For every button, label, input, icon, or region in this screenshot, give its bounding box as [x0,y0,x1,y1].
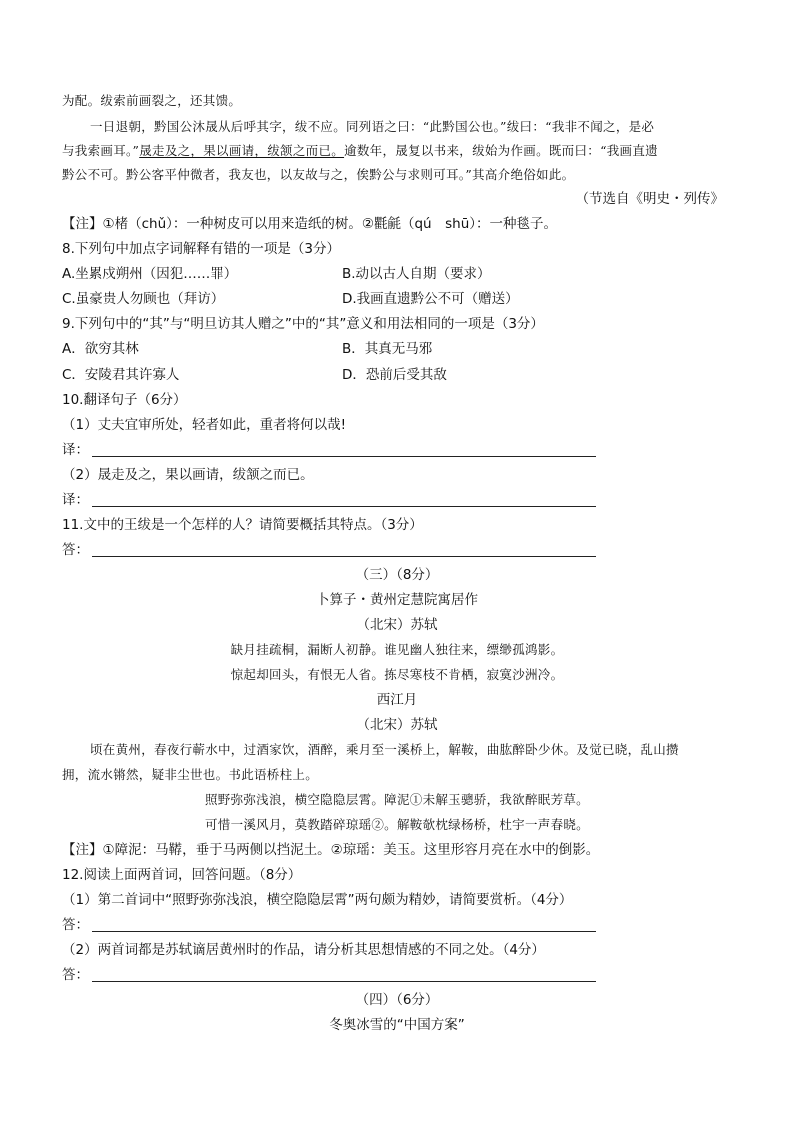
q10-sentence-2: （2）晟走及之，果以画请，绂颔之而已。 [62,467,314,483]
q10-stem: 10.翻译句子（6分） [62,392,187,408]
passage-line-1: 为配。绂索前画裂之，还其馈。 [62,93,242,108]
passage-line-3-end: 逾数年，晟复以书来，绂始为作画。既而曰：“我画直遗 [344,143,658,158]
q12-stem: 12.阅读上面两首词，回答问题。（8分） [62,867,302,883]
q11-answer-line[interactable] [92,556,596,557]
q12-answer-line-1[interactable] [92,931,596,932]
note-1: 【注】①楮（chǔ）：一种树皮可以用来造纸的树。②氍毹（qú shū）：一种毯子。 [62,216,558,232]
q10-sentence-1: （1）丈夫宜审所处，轻者如此，重者将何以哉! [62,417,347,433]
q12-sub-1: （1）第二首词中“照野弥弥浅浪，横空隐隐层霄”两句颇为精妙，请简要赏析。（4分） [62,892,573,908]
q8-option-b: B.动以古人自期（要求） [342,266,491,282]
poem-2-title: 西江月 [376,692,418,708]
q9-stem: 9.下列句中的“其”与“明旦访其人赠之”中的“其”意义和用法相同的一项是（3分） [62,316,544,332]
q11-stem: 11.文中的王绂是一个怎样的人？请简要概括其特点。（3分） [62,517,423,533]
passage-line-2: 一日退朝，黔国公沐晟从后呼其字，绂不应。同列语之曰：“此黔国公也。”绂曰：“我非不闻之，是必 [90,119,655,134]
passage-line-3-start: 与我索画耳。” [62,143,140,158]
poem-2-author: （北宋）苏轼 [356,717,438,733]
poem-1-author: （北宋）苏轼 [356,617,438,633]
q12-answer-label-1: 答： [62,917,89,933]
poem-1-line-2: 惊起却回头，有恨无人省。拣尽寒枝不肯栖，寂寞沙洲冷。 [230,667,564,682]
q9-option-a: A．欲穷其林 [62,341,139,357]
poem-2-line-1: 照野弥弥浅浪，横空隐隐层霄。障泥①未解玉骢骄，我欲醉眠芳草。 [204,792,589,807]
q10-translate-label-2: 译： [62,492,89,508]
poem-1-line-1: 缺月挂疏桐，漏断人初静。谁见幽人独往来，缥缈孤鸿影。 [230,642,564,657]
q9-option-d: D．恐前后受其敌 [342,367,447,383]
q8-option-a: A.坐累戍朔州（因犯……罪） [62,266,238,282]
passage-underlined-sentence: 晟走及之，果以画请，绂颔之而已。 [139,143,345,158]
q10-answer-line-2[interactable] [92,506,596,507]
q9-option-c: C．安陵君其许寡人 [62,367,180,383]
q9-option-b: B．其真无马邪 [342,341,433,357]
passage-line-4: 黔公不可。黔公客平仲微者，我友也，以友故与之，俟黔公与求则可耳。”其高介绝俗如此。 [62,167,575,182]
passage-source: （节选自《明史・列传》 [575,191,724,207]
section-3-heading: （三）（8分） [355,567,439,583]
poem-2-preface-line-1: 顷在黄州，春夜行蕲水中，过酒家饮，酒醉，乘月至一溪桥上，解鞍，曲肱醉卧少休。及觉已晓，乱山攒 [90,742,679,757]
q10-translate-label-1: 译： [62,442,89,458]
section-4-title: 冬奥冰雪的“中国方案” [329,1017,465,1033]
q12-sub-2: （2）两首词都是苏轼谪居黄州时的作品，请分析其思想情感的不同之处。（4分） [62,942,545,958]
passage-line-3 [62,142,658,160]
poem-1-title: 卜算子・黄州定慧院寓居作 [316,592,478,608]
q8-option-d: D.我画直遗黔公不可（赠送） [342,291,519,307]
section-3-note: 【注】①障泥：马鞯，垂于马两侧以挡泥土。②琼瑶：美玉。这里形容月亮在水中的倒影。 [62,842,600,858]
q8-stem: 8.下列句中加点字词解释有错的一项是（3分） [62,241,340,257]
q8-option-c: C.虽豪贵人勿顾也（拜访） [62,291,225,307]
section-4-heading: （四）（6分） [355,992,439,1008]
q12-answer-line-2[interactable] [92,981,596,982]
q10-answer-line-1[interactable] [92,456,596,457]
poem-2-line-2: 可惜一溪风月，莫教踏碎琼瑶②。解鞍欹枕绿杨桥，杜宇一声春晓。 [204,817,589,832]
q11-answer-label: 答： [62,542,89,558]
q12-answer-label-2: 答： [62,967,89,983]
poem-2-preface-line-2: 拥，流水锵然，疑非尘世也。书此语桥柱上。 [62,767,319,782]
